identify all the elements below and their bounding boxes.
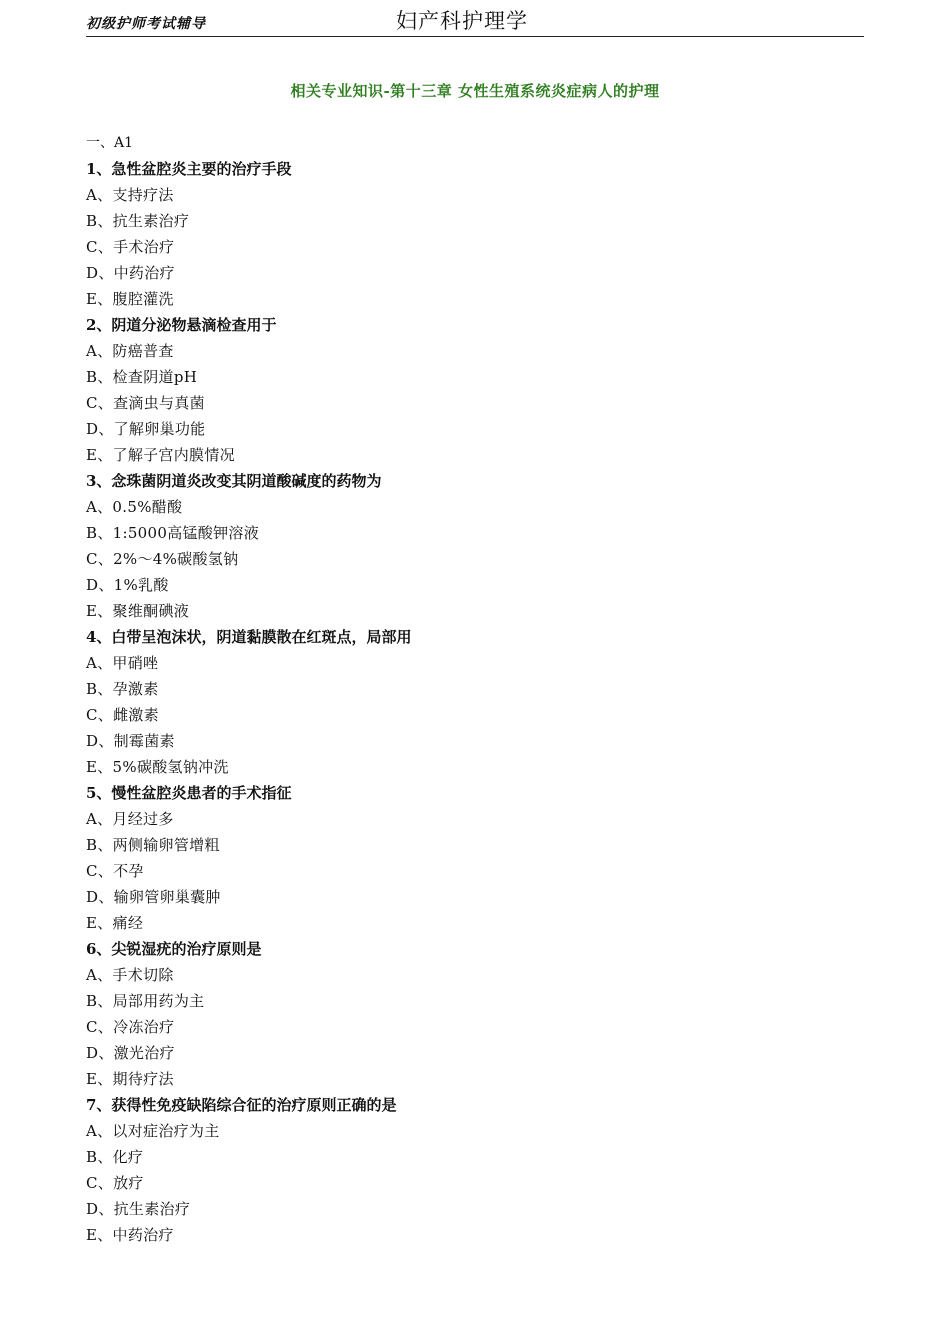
answer-option: C、不孕 xyxy=(86,862,144,880)
question-block xyxy=(86,156,866,312)
answer-option: D、中药治疗 xyxy=(86,264,175,282)
answer-option: C、2%～4%碳酸氢钠 xyxy=(86,550,239,568)
chapter-title: 相关专业知识-第十三章 女性生殖系统炎症病人的护理 xyxy=(290,82,660,100)
question-stem: 5、慢性盆腔炎患者的手术指征 xyxy=(86,784,292,802)
header-subject-title: 妇产科护理学 xyxy=(396,9,528,33)
answer-option: E、了解子宫内膜情况 xyxy=(86,446,235,464)
question-stem: 3、念珠菌阴道炎改变其阴道酸碱度的药物为 xyxy=(86,472,382,490)
answer-option: C、冷冻治疗 xyxy=(86,1018,175,1036)
answer-option: C、放疗 xyxy=(86,1174,144,1192)
answer-option: D、抗生素治疗 xyxy=(86,1200,191,1218)
answer-option: B、局部用药为主 xyxy=(86,992,205,1010)
questions-container xyxy=(86,156,866,1248)
question-stem: 7、获得性免疫缺陷综合征的治疗原则正确的是 xyxy=(86,1096,397,1114)
answer-option: A、防癌普查 xyxy=(86,342,174,360)
answer-option: D、了解卵巢功能 xyxy=(86,420,206,438)
question-block xyxy=(86,936,866,1092)
answer-option: D、激光治疗 xyxy=(86,1044,175,1062)
answer-option: A、甲硝唑 xyxy=(86,654,159,672)
header-book-title: 初级护师考试辅导 xyxy=(86,16,206,32)
answer-option: D、输卵管卵巢囊肿 xyxy=(86,888,221,906)
question-list xyxy=(86,130,866,1248)
answer-option: C、查滴虫与真菌 xyxy=(86,394,205,412)
answer-option: E、聚维酮碘液 xyxy=(86,602,190,620)
answer-option: A、手术切除 xyxy=(86,966,174,984)
answer-option: B、化疗 xyxy=(86,1148,144,1166)
answer-option: A、以对症治疗为主 xyxy=(86,1122,220,1140)
question-block xyxy=(86,312,866,468)
answer-option: E、中药治疗 xyxy=(86,1226,174,1244)
answer-option: A、0.5%醋酸 xyxy=(86,498,183,516)
answer-option: A、月经过多 xyxy=(86,810,174,828)
answer-option: E、痛经 xyxy=(86,914,144,932)
answer-option: B、孕激素 xyxy=(86,680,159,698)
question-block xyxy=(86,1092,866,1248)
answer-option: E、腹腔灌洗 xyxy=(86,290,174,308)
answer-option: E、5%碳酸氢钠冲洗 xyxy=(86,758,229,776)
answer-option: D、1%乳酸 xyxy=(86,576,169,594)
question-stem: 2、阴道分泌物悬滴检查用于 xyxy=(86,316,277,334)
answer-option: B、两侧输卵管增粗 xyxy=(86,836,220,854)
answer-option: D、制霉菌素 xyxy=(86,732,175,750)
answer-option: E、期待疗法 xyxy=(86,1070,174,1088)
question-stem: 6、尖锐湿疣的治疗原则是 xyxy=(86,940,262,958)
question-block xyxy=(86,624,866,780)
question-stem: 1、急性盆腔炎主要的治疗手段 xyxy=(86,160,292,178)
question-stem: 4、白带呈泡沫状，阴道黏膜散在红斑点，局部用 xyxy=(86,628,412,646)
answer-option: C、雌激素 xyxy=(86,706,159,724)
answer-option: A、支持疗法 xyxy=(86,186,174,204)
answer-option: B、检查阴道pH xyxy=(86,368,198,386)
section-label: 一、A1 xyxy=(86,135,134,151)
answer-option: B、1:5000高锰酸钾溶液 xyxy=(86,524,259,542)
question-block xyxy=(86,780,866,936)
answer-option: C、手术治疗 xyxy=(86,238,175,256)
answer-option: B、抗生素治疗 xyxy=(86,212,190,230)
question-block xyxy=(86,468,866,624)
page-header xyxy=(86,8,864,37)
